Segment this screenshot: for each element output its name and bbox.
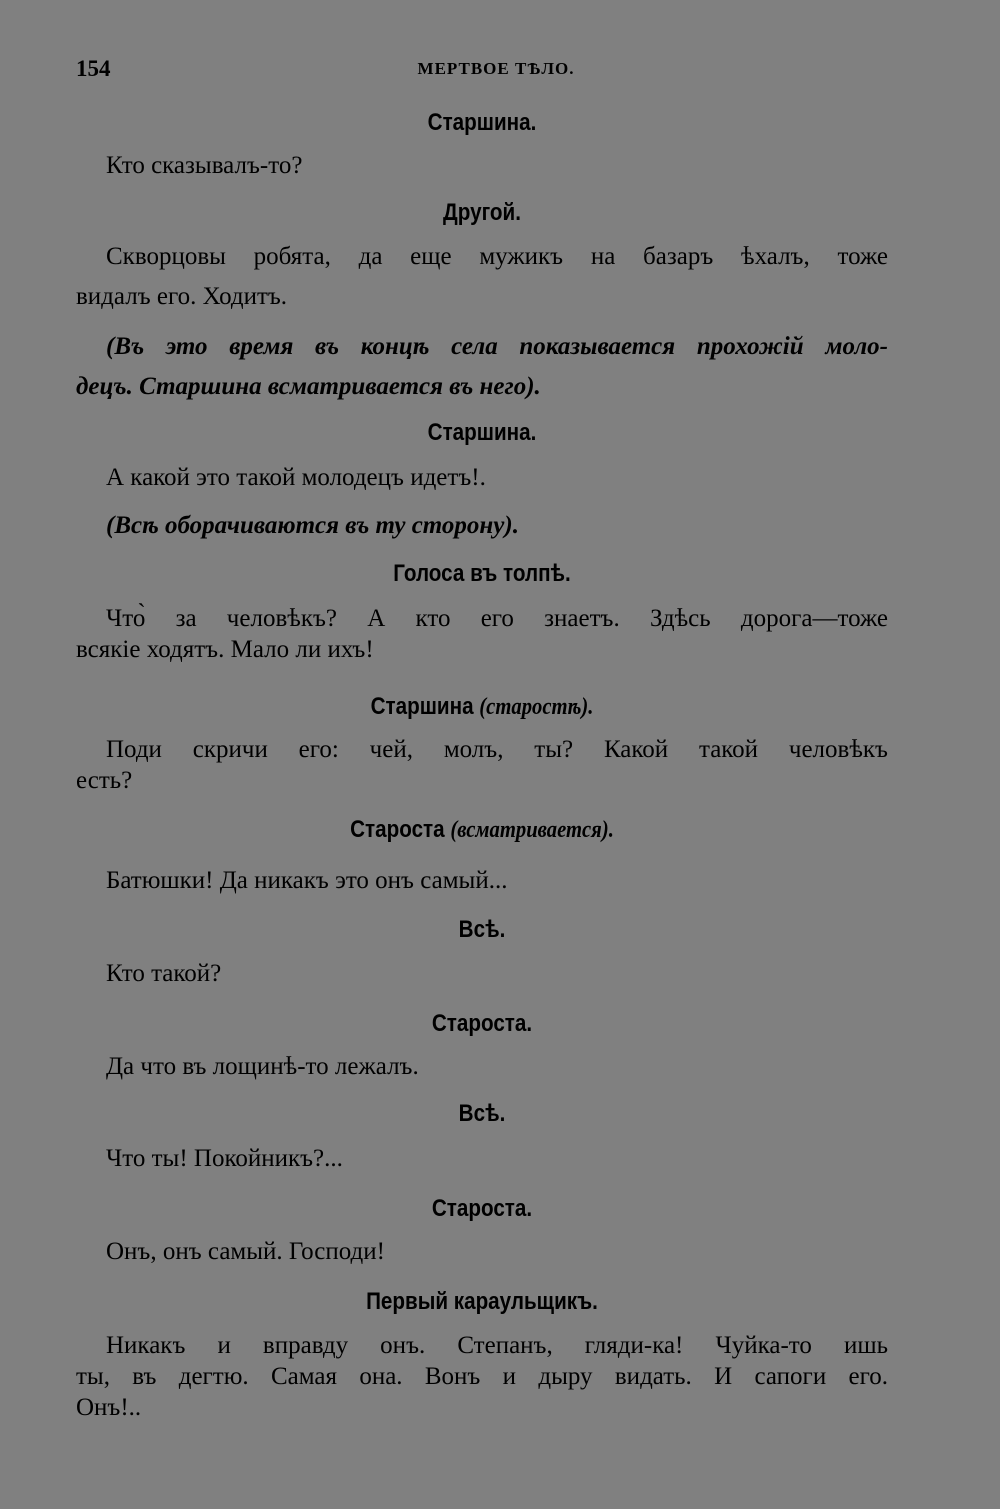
speaker-name: Староста (350, 816, 445, 843)
speaker-heading: Всѣ. (458, 1100, 506, 1127)
speech-line: ты, въ дегтю. Самая она. Вонъ и дыру видать. И сапоги его. (76, 1363, 888, 1390)
speaker-heading: Старшина. (427, 419, 537, 446)
speaker-heading: Всѣ. (458, 916, 506, 943)
speech-line: Онъ, онъ самый. Господи! (106, 1238, 385, 1265)
speech-line: Никакъ и вправду онъ. Степанъ, гляди-ка! Чуйка-то ишь (106, 1332, 888, 1359)
stage-direction-line: децъ. Старшина всматривается въ него). (76, 373, 541, 400)
speech-line: Поди скричи его: чей, молъ, ты? Какой такой человѣкъ (106, 736, 888, 763)
page-number: 154 (76, 56, 111, 81)
speech-line: Да что въ лощинѣ-то лежалъ. (106, 1053, 419, 1080)
speech-line: Кто такой? (106, 960, 222, 987)
speech-line: Онъ!.. (76, 1394, 142, 1421)
speech-line: Кто сказывалъ-то? (106, 152, 303, 179)
speaker-name: Старшина (370, 693, 474, 720)
speaker-heading: Первый караульщикъ. (366, 1288, 598, 1315)
speaker-heading: Староста. (431, 1010, 533, 1037)
stage-direction-line: (Въ это время въ концѣ села показывается прохожій моло- (106, 333, 888, 360)
speaker-stage-note: (старостѣ). (479, 694, 594, 720)
speech-line: Батюшки! Да никакъ это онъ самый... (106, 867, 508, 894)
stage-direction-line: (Всѣ оборачиваются въ ту сторону). (106, 512, 519, 539)
speech-line: есть? (76, 767, 133, 794)
speech-line: А какой это такой молодецъ идетъ!. (106, 464, 486, 491)
speaker-heading: Другой. (443, 199, 521, 226)
speech-line: Скворцовы робята, да еще мужикъ на базаръ ѣхалъ, тоже (106, 243, 888, 270)
speaker-heading (133, 811, 831, 849)
speaker-stage-note: (всматривается). (450, 817, 614, 843)
speech-line: Что ты! Покойникъ?... (106, 1145, 343, 1172)
speech-line: Что̀ за человѣкъ? А кто его знаетъ. Здѣсь дорога—тоже (106, 605, 888, 632)
running-head (76, 56, 888, 82)
speaker-heading: Голоса въ толпѣ. (393, 560, 571, 587)
speech-line: всякіе ходятъ. Мало ли ихъ! (76, 636, 374, 663)
speaker-heading: Староста. (431, 1195, 533, 1222)
running-title: МЕРТВОЕ ТѢЛО. (417, 59, 575, 78)
speech-line: видалъ его. Ходитъ. (76, 283, 288, 310)
speaker-heading (133, 688, 831, 726)
speaker-heading: Старшина. (427, 109, 537, 136)
